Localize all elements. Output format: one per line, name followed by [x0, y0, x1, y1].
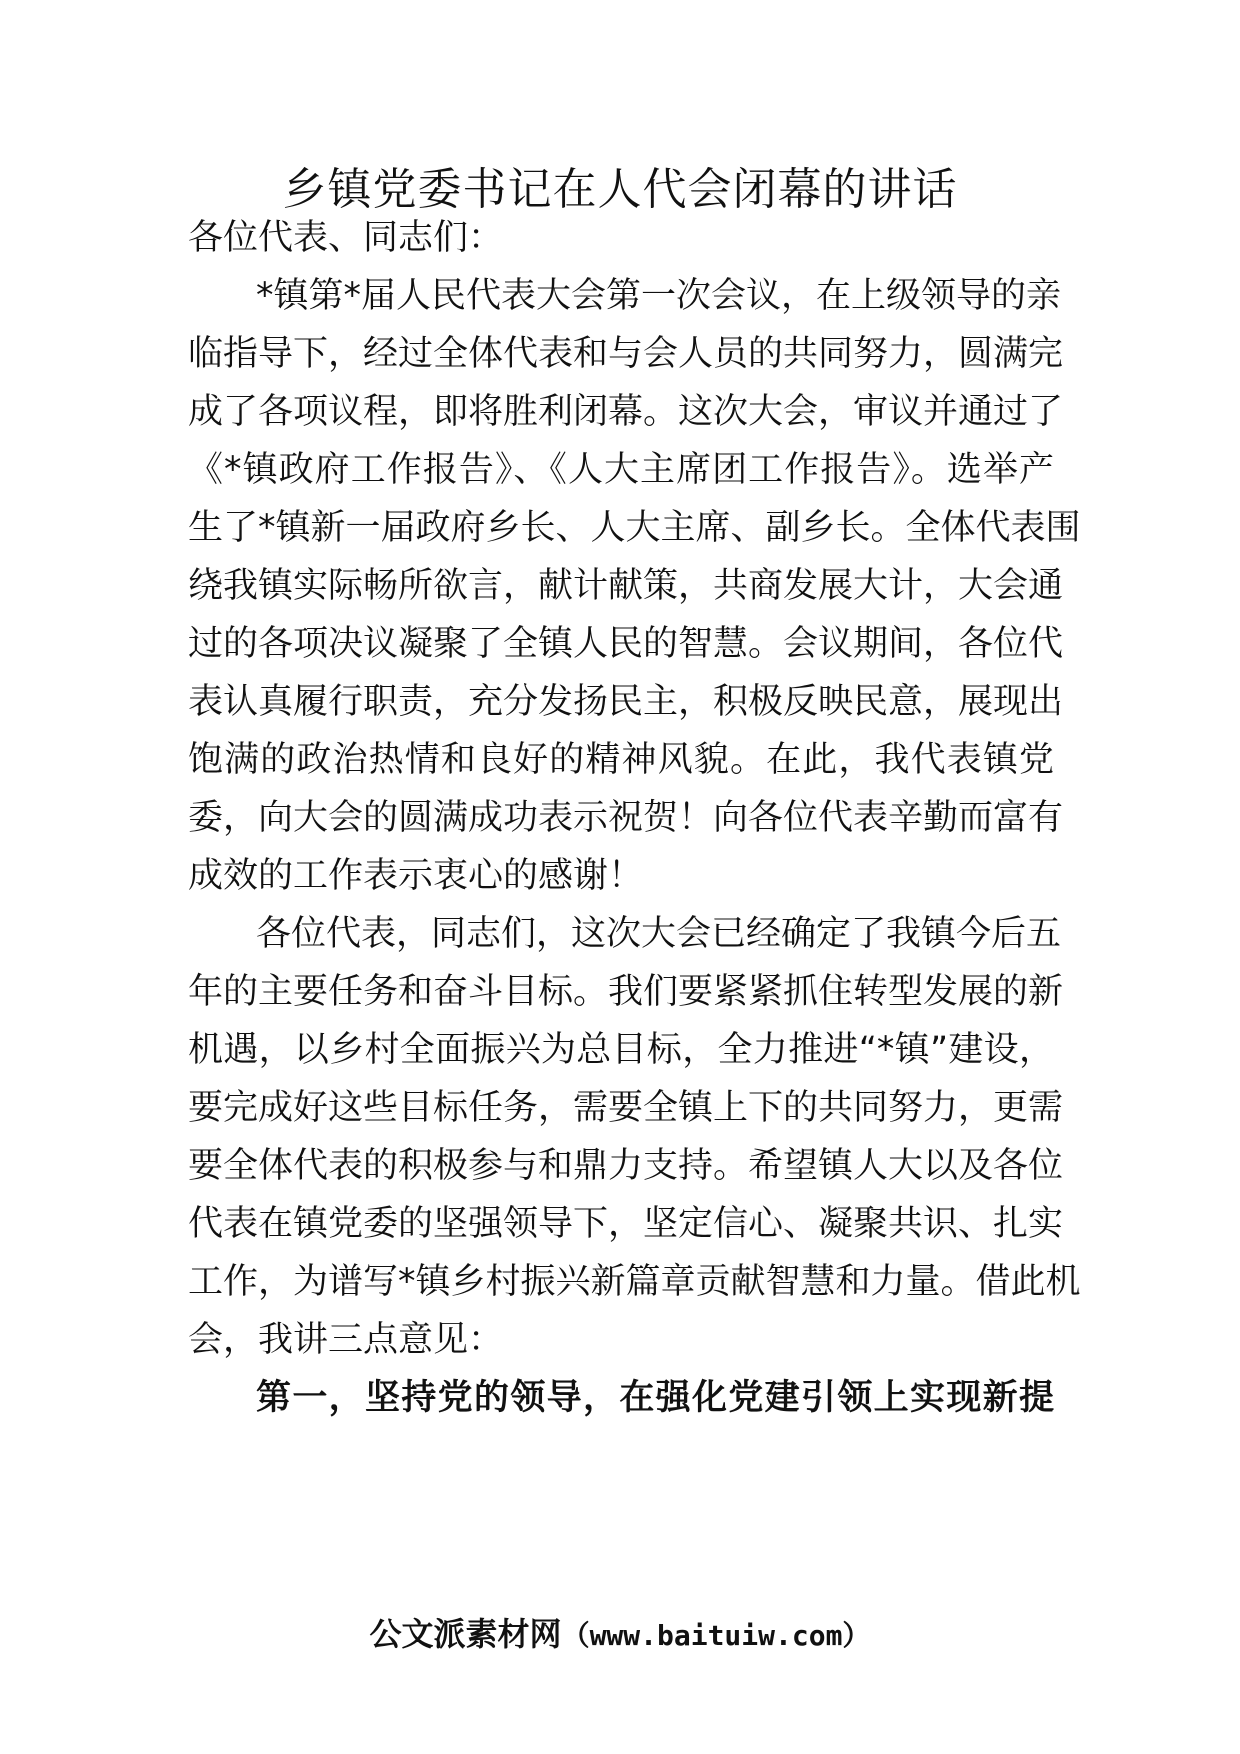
paragraph-2-line-1: 各位代表，同志们，这次大会已经确定了我镇今后五	[256, 914, 1062, 954]
paragraph-1-line-8: 表认真履行职责，充分发扬民主，积极反映民意，展现出	[188, 682, 1064, 722]
paragraph-2-line-6: 代表在镇党委的坚强领导下，坚定信心、凝聚共识、扎实	[188, 1204, 1064, 1244]
paragraph-1-line-10: 委，向大会的圆满成功表示祝贺！向各位代表辛勤而富有	[188, 798, 1064, 838]
footer-watermark	[0, 1612, 1240, 1658]
paragraph-1-line-2: 临指导下，经过全体代表和与会人员的共同努力，圆满完	[188, 334, 1064, 374]
paragraph-2-line-4: 要完成好这些目标任务，需要全镇上下的共同努力，更需	[188, 1088, 1064, 1128]
paragraph-1-line-5: 生了*镇新一届政府乡长、人大主席、副乡长。全体代表围	[188, 508, 1081, 548]
document-title: 乡镇党委书记在人代会闭幕的讲话	[282, 164, 958, 215]
paragraph-2-line-3: 机遇，以乡村全面振兴为总目标，全力推进“*镇”建设，	[188, 1030, 1054, 1070]
paragraph-1-line-11: 成效的工作表示衷心的感谢！	[188, 856, 644, 896]
footer-site-name: 公文派素材网	[369, 1615, 562, 1653]
paragraph-2-line-2: 年的主要任务和奋斗目标。我们要紧紧抓住转型发展的新	[188, 972, 1064, 1012]
paragraph-1-line-3: 成了各项议程，即将胜利闭幕。这次大会，审议并通过了	[188, 392, 1064, 432]
paragraph-2-line-7: 工作，为谱写*镇乡村振兴新篇章贡献智慧和力量。借此机	[188, 1262, 1081, 1302]
paragraph-1-line-6: 绕我镇实际畅所欲言，献计献策，共商发展大计，大会通	[188, 566, 1064, 606]
footer-site-url: （www.baituiw.com）	[561, 1619, 871, 1652]
paragraph-2-line-5: 要全体代表的积极参与和鼎力支持。希望镇人大以及各位	[188, 1146, 1064, 1186]
section-heading-1: 第一，坚持党的领导，在强化党建引领上实现新提	[256, 1378, 1054, 1418]
paragraph-1-line-9: 饱满的政治热情和良好的精神风貌。在此，我代表镇党	[188, 740, 1054, 780]
salutation: 各位代表、同志们：	[188, 218, 504, 258]
paragraph-2-line-8: 会，我讲三点意见：	[188, 1320, 504, 1360]
paragraph-1-line-1: *镇第*届人民代表大会第一次会议，在上级领导的亲	[256, 276, 1062, 316]
paragraph-1-line-4: 《*镇政府工作报告》、《人大主席团工作报告》。选举产	[188, 450, 1054, 490]
paragraph-1-line-7: 过的各项决议凝聚了全镇人民的智慧。会议期间，各位代	[188, 624, 1064, 664]
